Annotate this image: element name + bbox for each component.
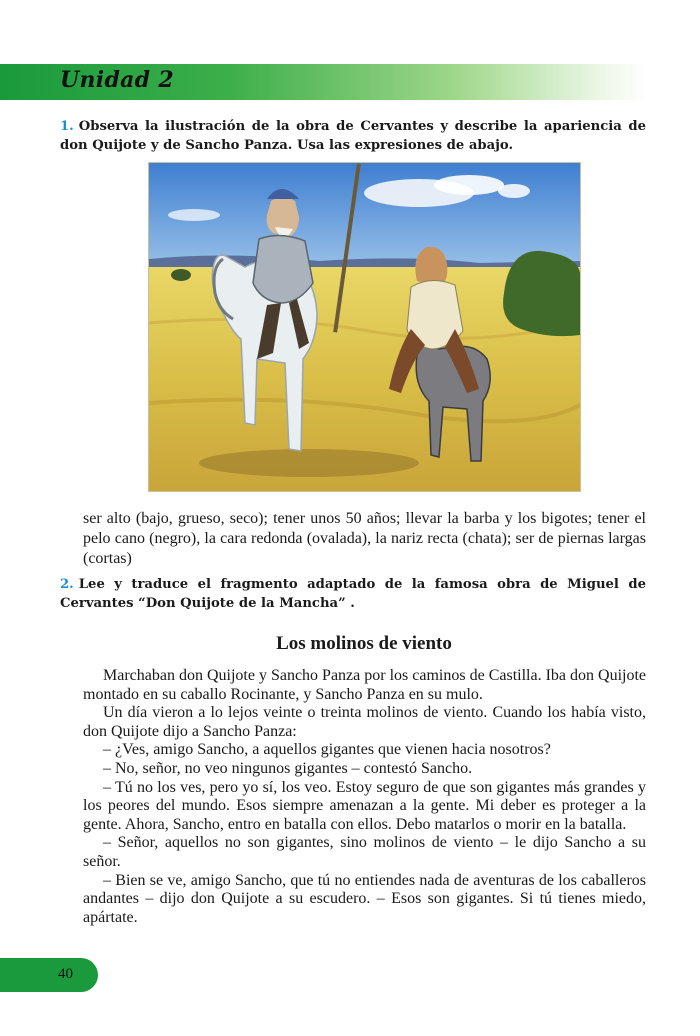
page-number-tab bbox=[0, 958, 98, 992]
dialogue-line-4: – Señor, aquellos no son gigantes, sino molinos de viento – le dijo Sancho a su señor. bbox=[83, 834, 646, 870]
don-quijote-illustration bbox=[148, 162, 581, 492]
task-2-number: 2. bbox=[60, 577, 74, 592]
expressions-list: ser alto (bajo, grueso, seco); tener unos 50 años; llevar la barba y los bigotes; tener el pelo cano (negro), la cara redonda (ovalada), la nariz recta (chata); ser de piernas largas (cortas) bbox=[83, 510, 646, 567]
task-2 bbox=[60, 575, 646, 613]
dialogue-line-1: – ¿Ves, amigo Sancho, a aquellos gigantes que vienen hacia nosotros? bbox=[103, 741, 551, 759]
story-paragraph-1: Marchaban don Quijote y Sancho Panza por los caminos de Castilla. Iba don Quijote montado en su caballo Rocinante, y Sancho Panza en su mulo. bbox=[83, 667, 646, 703]
page-number: 40 bbox=[58, 966, 73, 982]
task-1-number: 1. bbox=[60, 119, 74, 134]
story-paragraph-2: Un día vieron a lo lejos veinte o treinta molinos de viento. Cuando los había visto, don Quijote dijo a Sancho Panza: bbox=[83, 704, 646, 740]
dialogue-line-5: – Bien se ve, amigo Sancho, que tú no entiendes nada de aventuras de los caballeros andantes – dijo don Quijote a su escudero. – Esos son gigantes. Si tú tienes miedo, apártate. bbox=[83, 871, 646, 926]
task-1-text: Observa la ilustración de la obra de Cervantes y describe la apariencia de don Quijote y de Sancho Panza. Usa las expresiones de abajo. bbox=[60, 119, 646, 153]
dialogue-line-2: – No, señor, no veo ningunos gigantes – contestó Sancho. bbox=[103, 759, 473, 777]
story-text bbox=[83, 667, 646, 927]
unit-title: Unidad 2 bbox=[60, 67, 174, 93]
task-1 bbox=[60, 117, 646, 155]
task-2-text: Lee y traduce el fragmento adaptado de la famosa obra de Miguel de Cervantes “Don Quijote de la Mancha” . bbox=[60, 577, 646, 611]
dialogue-line-3: – Tú no los ves, pero yo sí, los veo. Estoy seguro de que son gigantes más grandes y los peores del mundo. Esos siempre amenazan a la gente. Mi deber es proteger a la gente. Ahora, Sancho, entro en batalla con ellos. Debo matarlos o morir en la batalla. bbox=[83, 778, 646, 833]
story-title: Los molinos de viento bbox=[276, 633, 452, 654]
